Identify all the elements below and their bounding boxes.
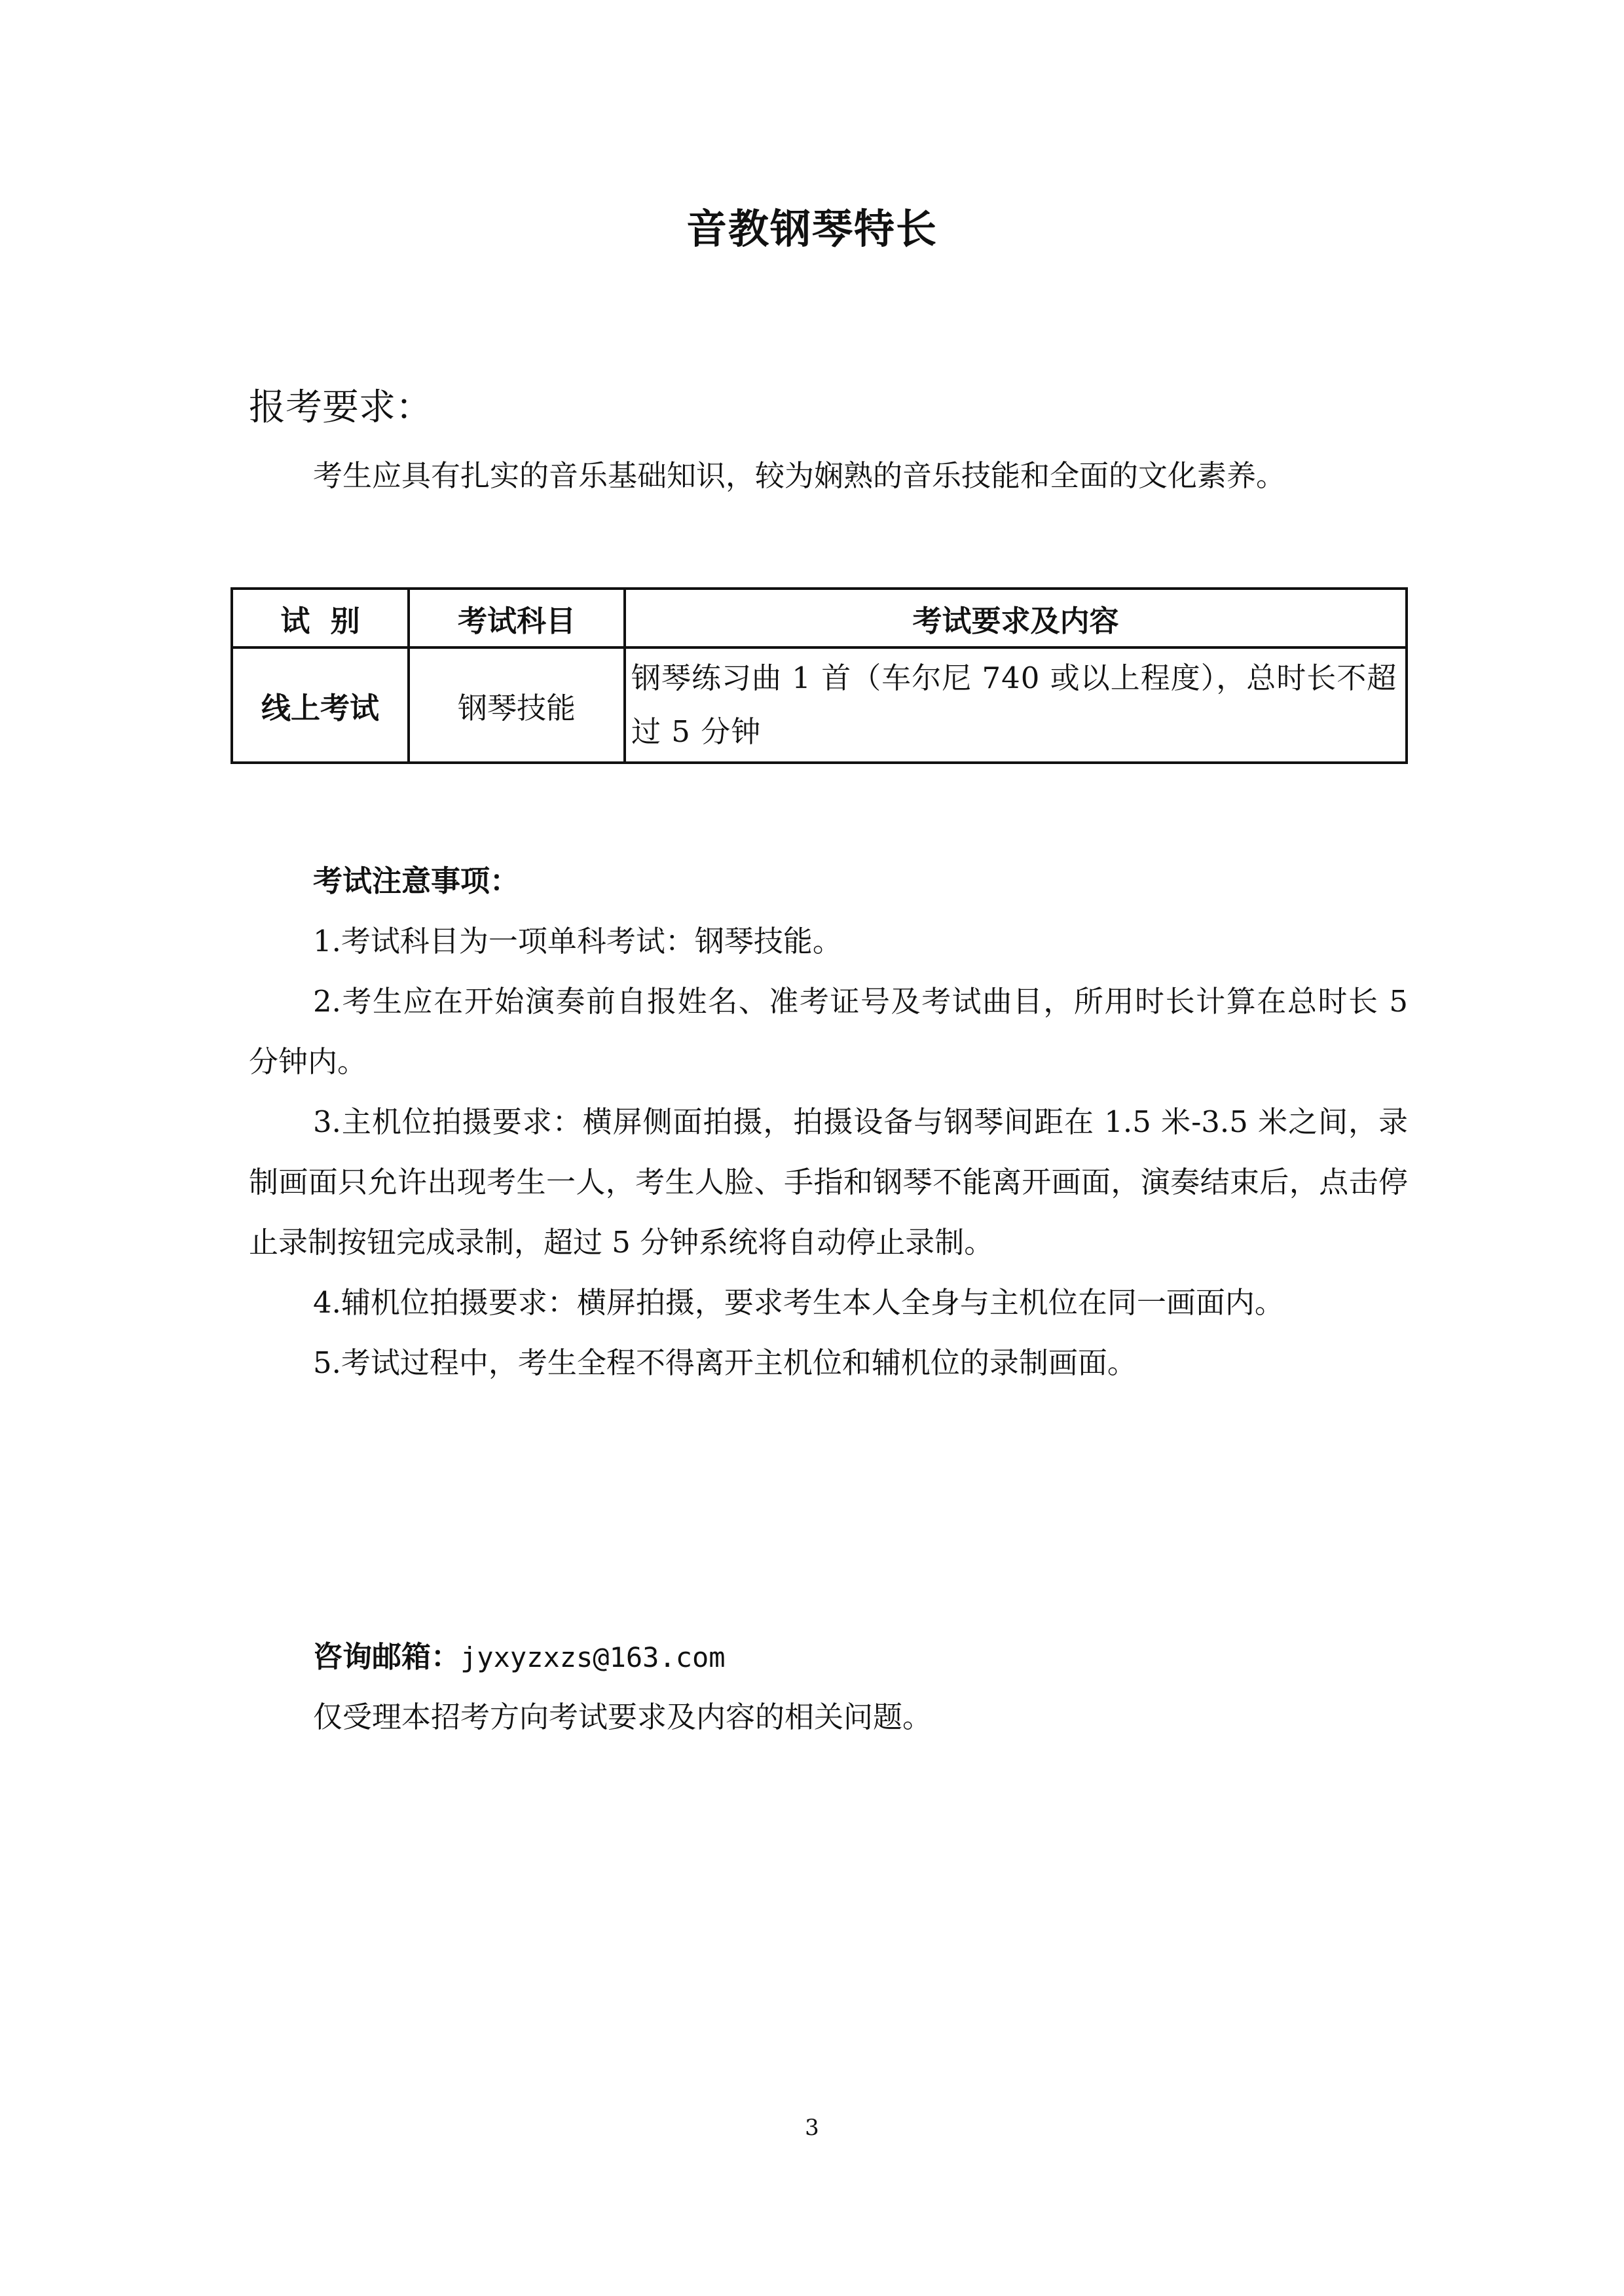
header-exam-type: 试 别: [232, 589, 409, 647]
header-exam-content: 考试要求及内容: [625, 589, 1407, 647]
contact-email-line: [313, 1627, 932, 1687]
contact-email-address[interactable]: jyxyzxzs@163.com: [460, 1641, 726, 1673]
note-item: 5.考试过程中，考生全程不得离开主机位和辅机位的录制画面。: [313, 1345, 1137, 1380]
exam-table: [231, 587, 1408, 764]
note-item: 4.辅机位拍摄要求：横屏拍摄，要求考生本人全身与主机位在同一画面内。: [313, 1285, 1284, 1320]
page-title: 音教钢琴特长: [686, 205, 938, 253]
note-item: 1.考试科目为一项单科考试：钢琴技能。: [313, 924, 842, 958]
contact-email-label: 咨询邮箱：: [313, 1639, 461, 1674]
cell-exam-content: 钢琴练习曲 1 首（车尔尼 740 或以上程度），总时长不超过 5 分钟: [625, 647, 1407, 763]
header-exam-subject: 考试科目: [409, 589, 625, 647]
notes-heading: 考试注意事项：: [313, 864, 520, 898]
notes-section: [249, 851, 1408, 1393]
section-heading-requirements: 报考要求：: [249, 386, 432, 429]
note-item: 2.考生应在开始演奏前自报姓名、准考证号及考试曲目，所用时长计算在总时长 5 分钟内。: [249, 984, 1408, 1079]
cell-exam-type: 线上考试: [232, 647, 409, 763]
page-number: 3: [805, 2115, 819, 2141]
contact-section: [313, 1627, 932, 1747]
note-item: 3.主机位拍摄要求：横屏侧面拍摄，拍摄设备与钢琴间距在 1.5 米-3.5 米之间，录制画面只允许出现考生一人，考生人脸、手指和钢琴不能离开画面，演奏结束后，点击停止录制按钮完成录制，超过 5 分钟系统将自动停止录制。: [249, 1104, 1408, 1260]
cell-exam-subject: 钢琴技能: [409, 647, 625, 763]
table-row: [232, 647, 1407, 763]
table-header-row: [232, 589, 1407, 647]
requirement-text: 考生应具有扎实的音乐基础知识，较为娴熟的音乐技能和全面的文化素养。: [313, 458, 1286, 493]
contact-note: 仅受理本招考方向考试要求及内容的相关问题。: [313, 1700, 932, 1734]
